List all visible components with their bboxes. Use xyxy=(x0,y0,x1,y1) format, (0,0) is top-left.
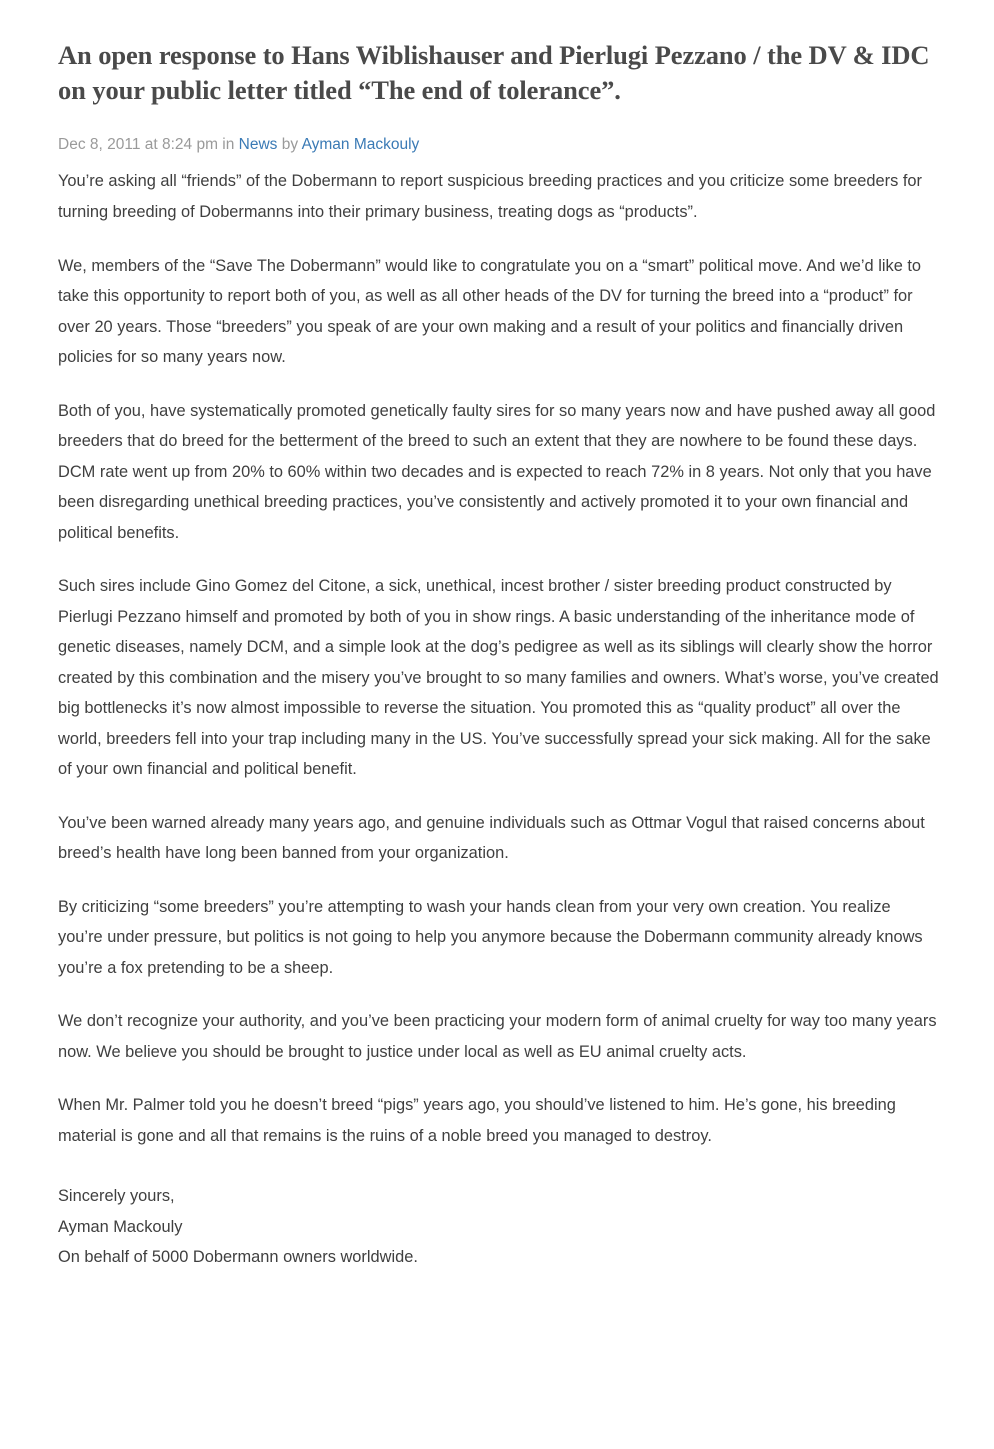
page-title: An open response to Hans Wiblishauser and Pierlugi Pezzano / the DV & IDC on your public letter titled “The end of tolerance”. xyxy=(58,40,930,106)
signature-note: On behalf of 5000 Dobermann owners worldwide. xyxy=(58,1248,418,1267)
post-category-link[interactable]: News xyxy=(238,136,278,154)
post-author-link[interactable]: Ayman Mackouly xyxy=(301,136,420,154)
post-paragraph: When Mr. Palmer told you he doesn’t breed “pigs” years ago, you should’ve listened to him. He’s gone, his breeding material is gone and all that remains is the ruins of a noble breed you managed to destroy. xyxy=(58,1096,896,1145)
post-paragraph: You’ve been warned already many years ago, and genuine individuals such as Ottmar Vogul that raised concerns about breed’s health have long been banned from your organization. xyxy=(58,813,925,863)
signature-closing: Sincerely yours, xyxy=(58,1187,175,1206)
post-paragraph: By criticizing “some breeders” you’re attempting to wash your hands clean from your very own creation. You realize you’re under pressure, but politics is not going to help you anymore because the Dobermann community already knows you’re a fox pretending to be a sheep. xyxy=(58,897,923,977)
signature-name: Ayman Mackouly xyxy=(58,1217,183,1236)
post-paragraph: Such sires include Gino Gomez del Citone, a sick, unethical, incest brother / sister breeding product constructed by Pierlugi Pezzano himself and promoted by both of you in show rings. A basic understanding of the inheritance mode of genetic diseases, namely DCM, and a simple look at the dog’s pedigree as well as its siblings will clearly show the horror created by this combination and the misery you’ve brought to so many families and owners. What’s worse, you’ve created big bottlenecks it’s now almost impossible to reverse the situation. You promoted this as “quality product” all over the world, breeders fell into your trap including many in the US. You’ve successfully spread your sick making. All for the sake of your own financial and political benefit. xyxy=(58,577,939,779)
post-body xyxy=(58,166,939,1272)
post-date: Dec 8, 2011 at 8:24 pm in xyxy=(58,136,235,154)
post-paragraph: We don’t recognize your authority, and you’ve been practicing your modern form of animal cruelty for way too many years now. We believe you should be brought to justice under local as well as EU animal cruelty acts. xyxy=(58,1012,937,1061)
post-paragraph: You’re asking all “friends” of the Dobermann to report suspicious breeding practices and you criticize some breeders for turning breeding of Dobermanns into their primary business, treating dogs as “products”. xyxy=(58,172,922,221)
post-by-label: by xyxy=(281,136,299,154)
post-paragraph: We, members of the “Save The Dobermann” would like to congratulate you on a “smart” political move. And we’d like to take this opportunity to report both of you, as well as all other heads of the DV for turning the breed into a “product” for over 20 years. Those “breeders” you speak of are your own making and a result of your politics and financially driven policies for so many years now. xyxy=(58,256,922,367)
post-signature xyxy=(58,1181,939,1273)
post-paragraph: Both of you, have systematically promoted genetically faulty sires for so many years now and have pushed away all good breeders that do breed for the betterment of the breed to such an extent that they are nowhere to be found these days. DCM rate went up from 20% to 60% within two decades and is expected to reach 72% in 8 years. Not only that you have been disregarding unethical breeding practices, you’ve consistently and actively promoted it to your own financial and political benefits. xyxy=(58,401,936,542)
post-meta xyxy=(58,136,939,154)
